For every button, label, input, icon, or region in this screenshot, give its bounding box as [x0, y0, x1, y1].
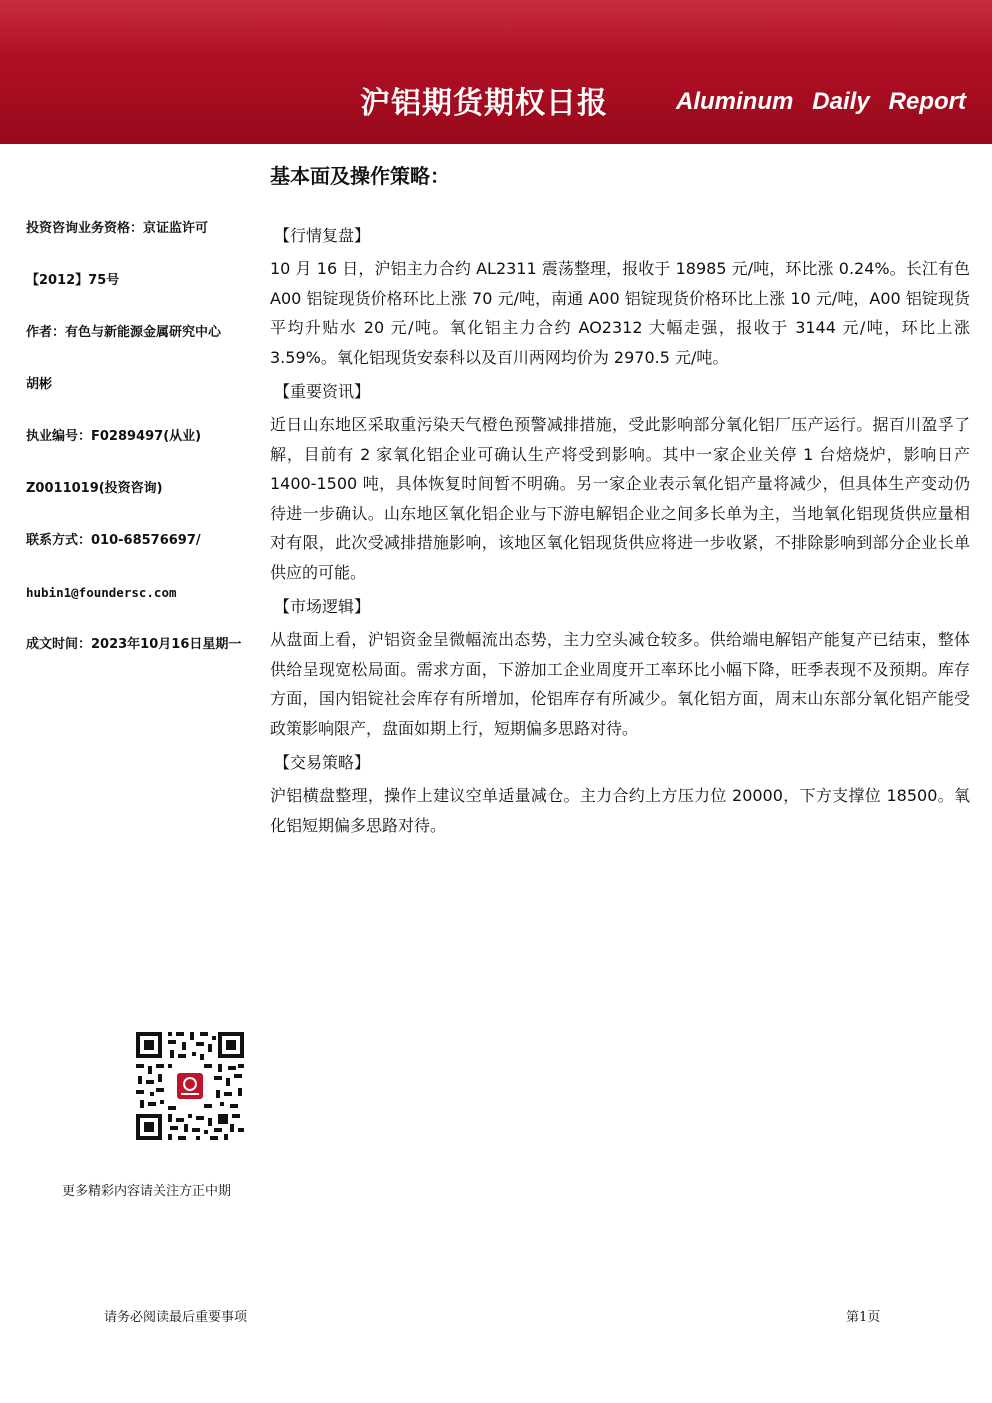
para-market-logic: 从盘面上看，沪铝资金呈微幅流出态势，主力空头减仓较多。供给端电解铝产能复产已结束，整体供给呈现宽松局面。需求方面，下游加工企业周度开工率环比小幅下降，旺季表现不及预期。库存方面，国内铝锭社会库存有所增加，伦铝库存有所减少。氧化铝方面，周末山东部分氧化铝产能受政策影响限产，盘面如期上行，短期偏多思路对待。 [270, 630, 970, 738]
qualification-line: 投资咨询业务资格：京证监许可 [26, 221, 209, 236]
heading-news: 【重要资讯】 [274, 382, 371, 401]
license-practice: 执业编号：F0289497(从业) [26, 429, 202, 444]
qr-code-icon[interactable] [134, 1030, 246, 1142]
heading-market-review: 【行情复盘】 [274, 226, 371, 245]
footer-page-number: 第1页 [846, 1310, 881, 1325]
qr-caption: 更多精彩内容请关注方正中期 [62, 1184, 232, 1199]
header-banner [0, 0, 992, 144]
report-title-en [676, 88, 966, 116]
banner-highlight [0, 0, 992, 56]
heading-strategy: 【交易策略】 [274, 753, 371, 772]
author-name: 胡彬 [26, 377, 53, 392]
report-title-cn: 沪铝期货期权日报 [360, 86, 608, 121]
contact-line: 联系方式：010-68576697/ [26, 533, 201, 548]
author-sidebar [26, 220, 266, 688]
para-news: 近日山东地区采取重污染天气橙色预警减排措施，受此影响部分氧化铝厂压产运行。据百川盈孚了解，目前有 2 家氧化铝企业可确认生产将受到影响。其中一家企业关停 1 台焙烧炉，影响日产 1400-1500 吨，具体恢复时间暂不明确。另一家企业表示氧化铝产量将减少，但具体生产变动仍待进一步确认。山东地区氧化铝企业与下游电解铝企业之间多长单为主，当地氧化铝现货供应量相对有限，此次受减排措施影响，该地区氧化铝现货供应将进一步收紧，不排除影响到部分企业长单供应的可能。 [270, 415, 970, 582]
report-date: 成文时间：2023年10月16日星期一 [26, 637, 242, 652]
title-en-word-3: Report [888, 88, 966, 115]
main-content [270, 220, 970, 844]
footer-notice: 请务必阅读最后重要事项 [104, 1310, 248, 1325]
author-email[interactable]: hubin1@foundersc.com [26, 585, 177, 600]
qualification-number: 【2012】75号 [26, 273, 120, 288]
author-line: 作者：有色与新能源金属研究中心 [26, 325, 222, 340]
title-en-word-1: Aluminum [676, 88, 794, 115]
license-consult: Z0011019(投资咨询) [26, 481, 163, 496]
para-market-review: 10 月 16 日，沪铝主力合约 AL2311 震荡整理，报收于 18985 元/吨，环比涨 0.24%。长江有色 A00 铝锭现货价格环比上涨 70 元/吨，南通 A00 铝锭现货价格环比上涨 10 元/吨，A00 铝锭现货平均升贴水 20 元/吨。氧化铝主力合约 AO2312 大幅走强，报收于 3144 元/吨，环比上涨 3.59%。氧化铝现货安泰科以及百川两网均价为 2970.5 元/吨。 [270, 259, 970, 367]
title-en-word-2: Daily [812, 88, 870, 115]
para-strategy: 沪铝横盘整理，操作上建议空单适量减仓。主力合约上方压力位 20000，下方支撑位 18500。氧化铝短期偏多思路对待。 [270, 786, 970, 835]
section-title: 基本面及操作策略： [270, 164, 450, 188]
heading-market-logic: 【市场逻辑】 [274, 597, 371, 616]
